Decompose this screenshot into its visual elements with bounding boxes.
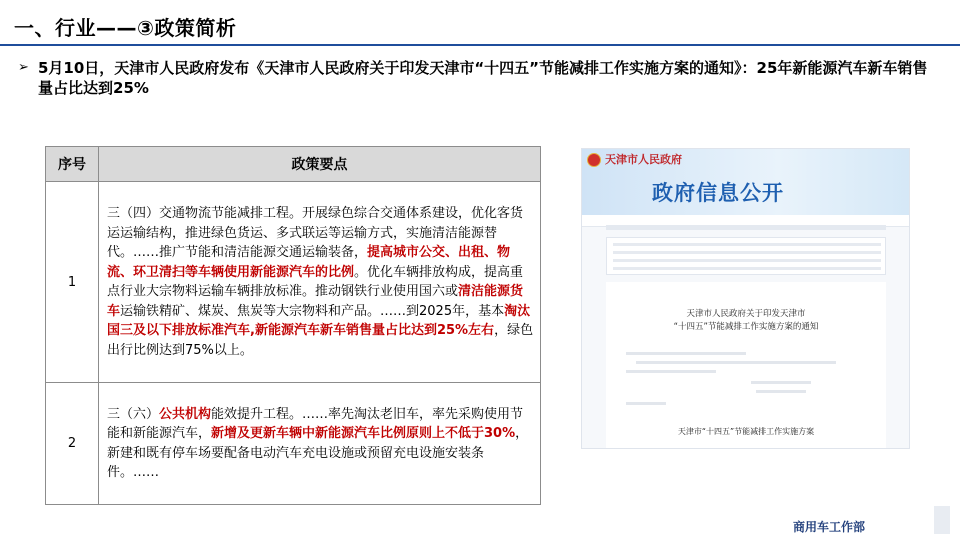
text-segment: 。优化车辆排放构成，提高重点行业大宗物料运输车辆排放标准。推动钢铁行业使用国六或	[107, 264, 524, 299]
title-divider	[0, 44, 960, 46]
text-segment: 运输铁精矿、煤炭、焦炭等大宗物料和产品。……到2025年，基本	[120, 303, 505, 319]
meta-line-decoration	[613, 259, 881, 262]
notice-title-line: “十四五”节能减排工作实施方案的通知	[673, 322, 819, 332]
national-emblem-icon	[587, 153, 601, 167]
highlight-segment: 提高城市公交、出租、物流、环卫清扫等车辆使用新能源汽车的比例	[107, 245, 511, 280]
banner-title: 政府信息公开	[652, 181, 784, 205]
policy-table	[45, 146, 541, 505]
body-line-decoration	[626, 370, 716, 373]
government-notice-screenshot	[581, 148, 910, 449]
policy-point-text	[99, 182, 541, 383]
body-line-decoration	[636, 361, 836, 364]
policy-point-text	[99, 383, 541, 505]
notice-title	[606, 308, 886, 334]
headline-bullet	[18, 58, 938, 98]
signature-line-decoration	[751, 381, 811, 384]
highlight-segment: 淘汰国三及以下排放标准汽车,新能源汽车新车销售量占比达到25%左右	[107, 303, 531, 338]
date-line-decoration	[756, 390, 806, 393]
headline-text: 5月10日，天津市人民政府发布《天津市人民政府关于印发天津市“十四五”节能减排工作实施方案的通知》：25年新能源汽车新车销售量占比达到25%	[38, 59, 928, 97]
text-segment: ，新建和既有停车场要配备电动汽车充电设施或预留充电设施安装条件。……	[107, 426, 529, 480]
meta-line-decoration	[613, 267, 881, 270]
row-number: 2	[46, 383, 99, 505]
notice-document	[606, 282, 886, 449]
text-segment: 三（四）交通物流节能减排工程。开展绿色综合交通体系建设，优化客货运运输结构，推进绿色货运、多式联运等运输方式，实施清洁能源替代。……推广节能和清洁能源交通运输装备，	[107, 206, 524, 260]
footer-department: 商用车工作部	[793, 520, 866, 534]
notice-title-line: 天津市人民政府关于印发天津市	[686, 309, 806, 319]
meta-line-decoration	[613, 251, 881, 254]
column-header-points: 政策要点	[99, 147, 541, 182]
corner-logo-icon	[934, 506, 950, 534]
highlight-segment: 新增及更新车辆中新能源汽车比例原则上不低于30%	[211, 426, 516, 441]
gov-site-name: 天津市人民政府	[605, 153, 682, 166]
text-segment: ，绿色出行比例达到75%以上。	[107, 323, 534, 358]
table-header-row	[46, 147, 541, 182]
page-title: 一、行业——③政策简析	[14, 16, 237, 40]
body-line-decoration	[626, 352, 746, 355]
table-row	[46, 383, 541, 505]
doc-metadata-box	[606, 237, 886, 275]
row-number: 1	[46, 182, 99, 383]
meta-line-decoration	[613, 243, 881, 246]
breadcrumb-decoration	[606, 225, 886, 230]
text-segment: 三（六）	[107, 406, 160, 422]
body-line-decoration	[626, 402, 666, 405]
arrow-bullet-icon: ➢	[18, 60, 29, 75]
table-row	[46, 182, 541, 383]
column-header-number: 序号	[46, 147, 99, 182]
gov-site-banner	[582, 149, 909, 215]
highlight-segment: 公共机构	[159, 406, 212, 422]
text-segment: 能效提升工程。……率先淘汰老旧车，率先采购使用节能和新能源汽车，	[107, 406, 524, 441]
highlight-segment: 清洁能源货车	[107, 284, 524, 319]
plan-title: 天津市“十四五”节能减排工作实施方案	[677, 427, 815, 436]
